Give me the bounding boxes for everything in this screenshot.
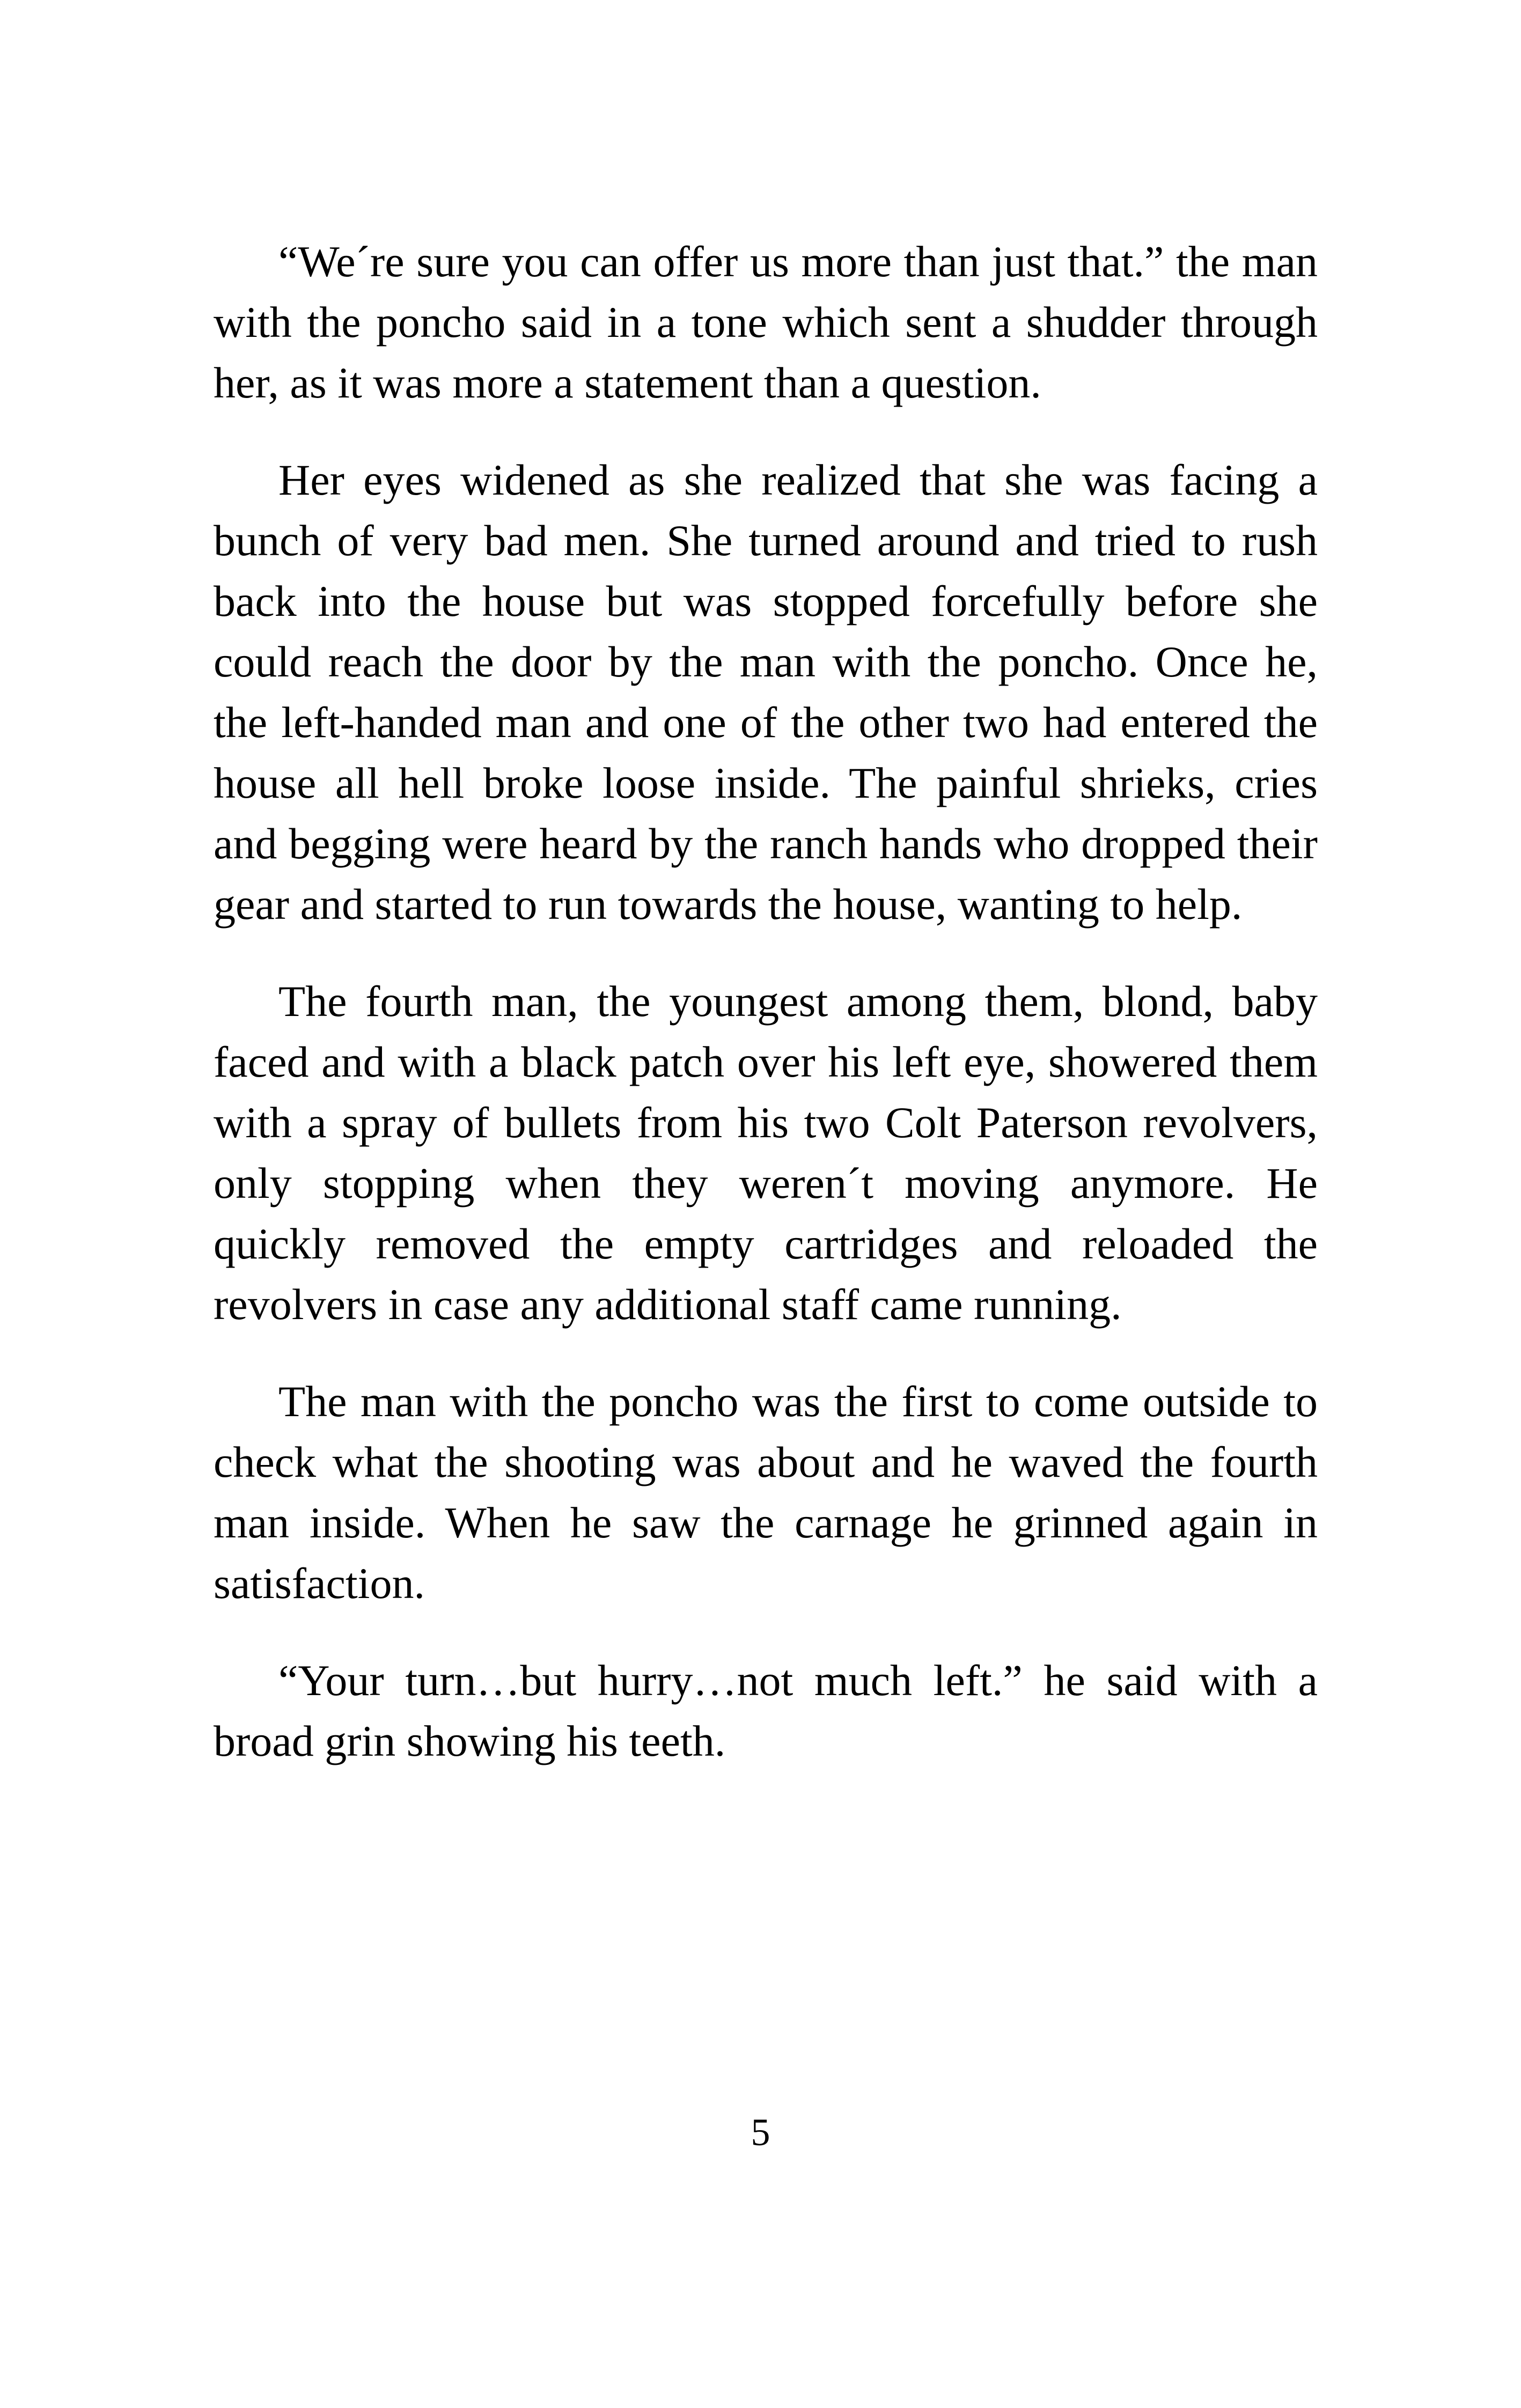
paragraph-3: The fourth man, the youngest among them, blond, baby faced and with a black patch over his left eye, showered them with a spray of bullets from his two Colt Paterson revolvers, only stopping when they weren´t moving anymore. He quickly removed the empty cartridges and reloaded the revolvers in case any additional staff came running. [214, 977, 1318, 1329]
body-text [214, 231, 1318, 1808]
paragraph-5: “Your turn…but hurry…not much left.” he said with a broad grin showing his teeth. [214, 1656, 1318, 1765]
paragraph-4: The man with the poncho was the first to come outside to check what the shooting was about and he waved the fourth man inside. When he saw the carnage he grinned again in satisfaction. [214, 1377, 1318, 1608]
paragraph-2: Her eyes widened as she realized that she was facing a bunch of very bad men. She turned around and tried to rush back into the house but was stopped forcefully before she could reach the door by the man with the poncho. Once he, the left-handed man and one of the other two had entered the house all hell broke loose inside. The painful shrieks, cries and begging were heard by the ranch hands who dropped their gear and started to run towards the house, wanting to help. [214, 455, 1318, 929]
page-number: 5 [751, 2111, 770, 2154]
paragraph-1: “We´re sure you can offer us more than just that.” the man with the poncho said in a tone which sent a shudder through her, as it was more a statement than a question. [214, 237, 1318, 407]
